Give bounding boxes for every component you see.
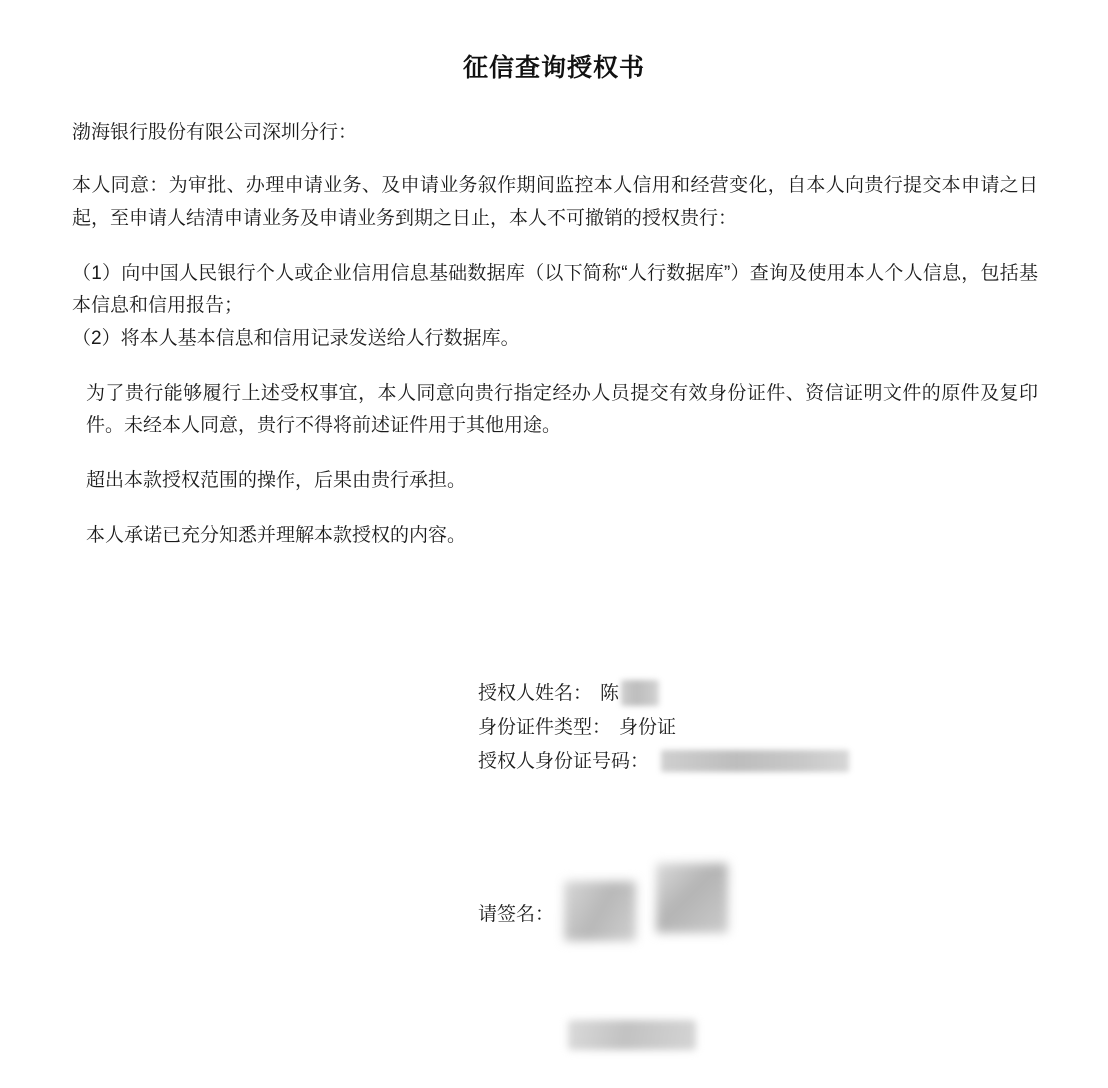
authorization-list xyxy=(72,258,1038,356)
field-value-id-number xyxy=(657,750,849,772)
field-value-name xyxy=(600,680,659,706)
field-row-name xyxy=(478,676,849,710)
authorizer-name-text: 陈 xyxy=(600,682,620,704)
redaction-signature-secondary-icon xyxy=(564,881,636,941)
redaction-name-icon xyxy=(621,680,659,706)
redaction-date-icon xyxy=(568,1020,696,1050)
page-title: 征信查询授权书 xyxy=(462,54,645,82)
field-row-id-type xyxy=(478,710,849,744)
signature-label: 请签名： xyxy=(478,903,555,925)
salutation-line: 渤海银行股份有限公司深圳分行： xyxy=(72,122,358,143)
document-body xyxy=(72,118,1038,552)
paragraph-consent: 本人同意：为审批、办理申请业务、及申请业务叙作期间监控本人信用和经营变化，自本人向贵行提交本申请之日起，至申请人结清申请业务及申请业务到期之日止，本人不可撤销的授权贵行： xyxy=(72,175,1038,230)
redaction-signature-icon xyxy=(656,863,728,933)
field-label-id-type: 身份证件类型： xyxy=(478,716,612,738)
field-row-id-number xyxy=(478,744,849,778)
paragraph-liability: 超出本款授权范围的操作，后果由贵行承担。 xyxy=(86,470,467,492)
paragraph-documents: 为了贵行能够履行上述受权事宜，本人同意向贵行指定经办人员提交有效身份证件、资信证明文件的原件及复印件。未经本人同意，贵行不得将前述证件用于其他用途。 xyxy=(86,382,1038,437)
field-value-id-type: 身份证 xyxy=(619,716,677,738)
list-item: （1）向中国人民银行个人或企业信用信息基础数据库（以下简称“人行数据库”）查询及使用本人个人信息，包括基本信息和信用报告； xyxy=(72,262,1038,317)
field-label-id-number: 授权人身份证号码： xyxy=(478,750,650,772)
document-page xyxy=(0,48,1108,1088)
redaction-id-number-icon xyxy=(661,750,849,772)
signature-row xyxy=(478,873,739,951)
authorizer-fields xyxy=(478,676,849,778)
signature-mark xyxy=(564,873,739,951)
field-label-name: 授权人姓名： xyxy=(478,682,593,704)
list-item: （2）将本人基本信息和信用记录发送给人行数据库。 xyxy=(72,328,520,350)
paragraph-acknowledgement: 本人承诺已充分知悉并理解本款授权的内容。 xyxy=(86,524,467,546)
